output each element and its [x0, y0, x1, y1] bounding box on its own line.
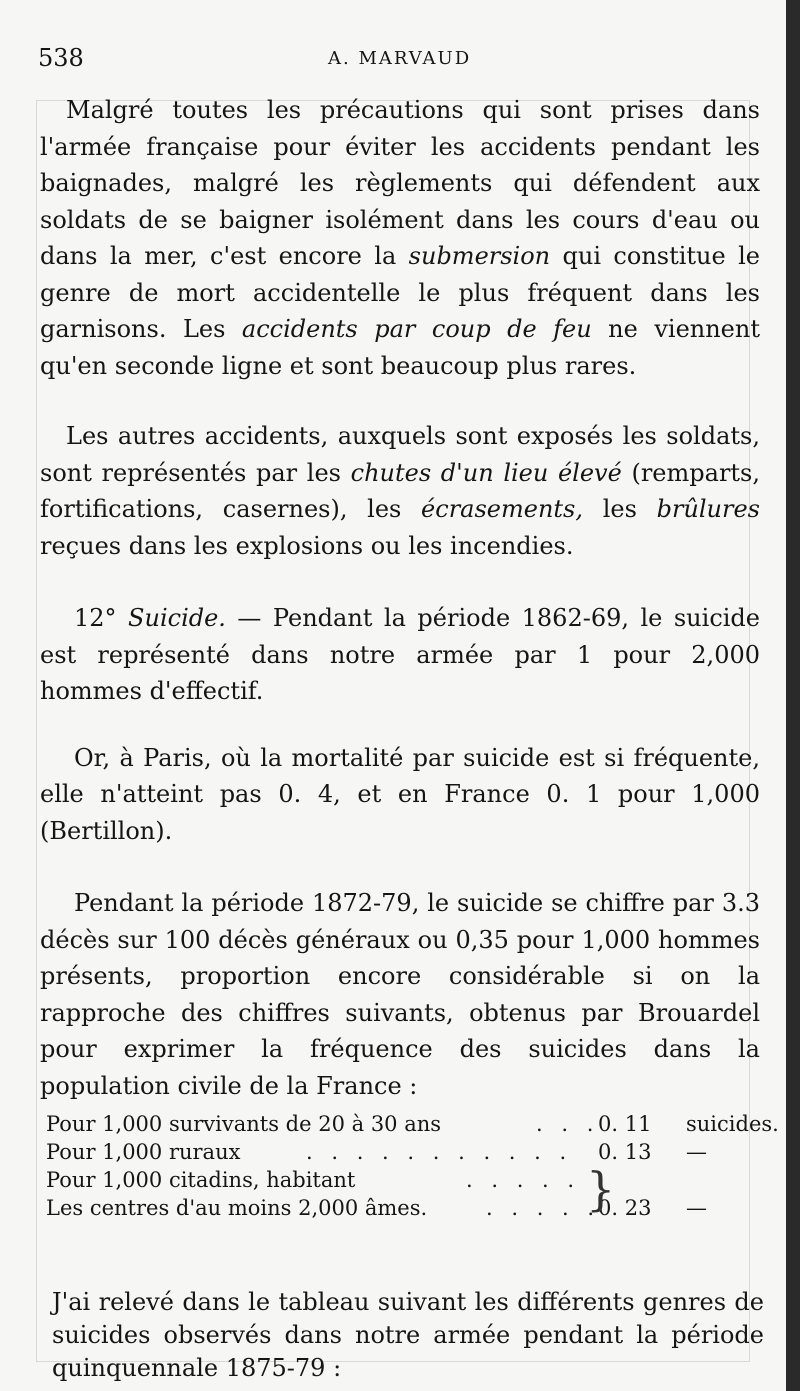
list-item: Les centres d'au moins 2,000 âmes. . . . . . 0. 23 — — [46, 1196, 707, 1220]
paragraph-other-accidents: Les autres accidents, auxquels sont exposés les soldats, sont représentés par les chutes d'un lieu élevé (remparts, fortifications, casernes), les écrasements, les brûlures reçues dans les explosions ou les incendies. — [40, 422, 761, 560]
body-text — [40, 92, 760, 1104]
list-item: Pour 1,000 survivants de 20 à 30 ans . . . 0. 11 suicides. — [46, 1112, 779, 1136]
paragraph-suicide: 12° Suicide. — Pendant la période 1862-69, le suicide est représenté dans notre armée par 1 pour 2,000 hommes d'effectif. — [40, 604, 760, 705]
suicide-rate-list — [46, 1110, 779, 1222]
paragraph-table-intro: J'ai relevé dans le tableau suivant les différents genres de suicides observés dans notre armée pendant la période quinquennale 1875-79 : — [52, 1288, 764, 1382]
page-number: 538 — [38, 44, 84, 72]
list-item: Pour 1,000 citadins, habitant . . . . . — [46, 1168, 581, 1192]
paragraph-submersion: Malgré toutes les précautions qui sont prises dans l'armée française pour éviter les accidents pendant les baignades, malgré les règlements qui défendent aux soldats de se baigner isolément dans les cours d'eau ou dans la mer, c'est encore la submersion qui constitue le genre de mort accidentelle le plus fréquent dans les garnisons. Les accidents par coup de feu ne viennent qu'en seconde ligne et sont beaucoup plus rares. — [40, 96, 760, 380]
paragraph-period-1872-79: Pendant la période 1872-79, le suicide se chiffre par 3.3 décès sur 100 décès généraux ou 0,35 pour 1,000 hommes présents, proportion encore considérable si on la rapproche des chiffres suivants, obtenus par Brouardel pour exprimer la fréquence des suicides dans la population civile de la France : — [40, 889, 760, 1100]
brace-symbol: } — [586, 1162, 616, 1216]
list-item: Pour 1,000 ruraux . . . . . . . . . . . 0. 13 — — [46, 1140, 707, 1164]
running-title: A. MARVAUD — [328, 48, 472, 69]
paragraph-paris: Or, à Paris, où la mortalité par suicide est si fréquente, elle n'atteint pas 0. 4, et en France 0. 1 pour 1,000 (Bertillon). — [40, 743, 760, 845]
page-header — [38, 44, 746, 76]
